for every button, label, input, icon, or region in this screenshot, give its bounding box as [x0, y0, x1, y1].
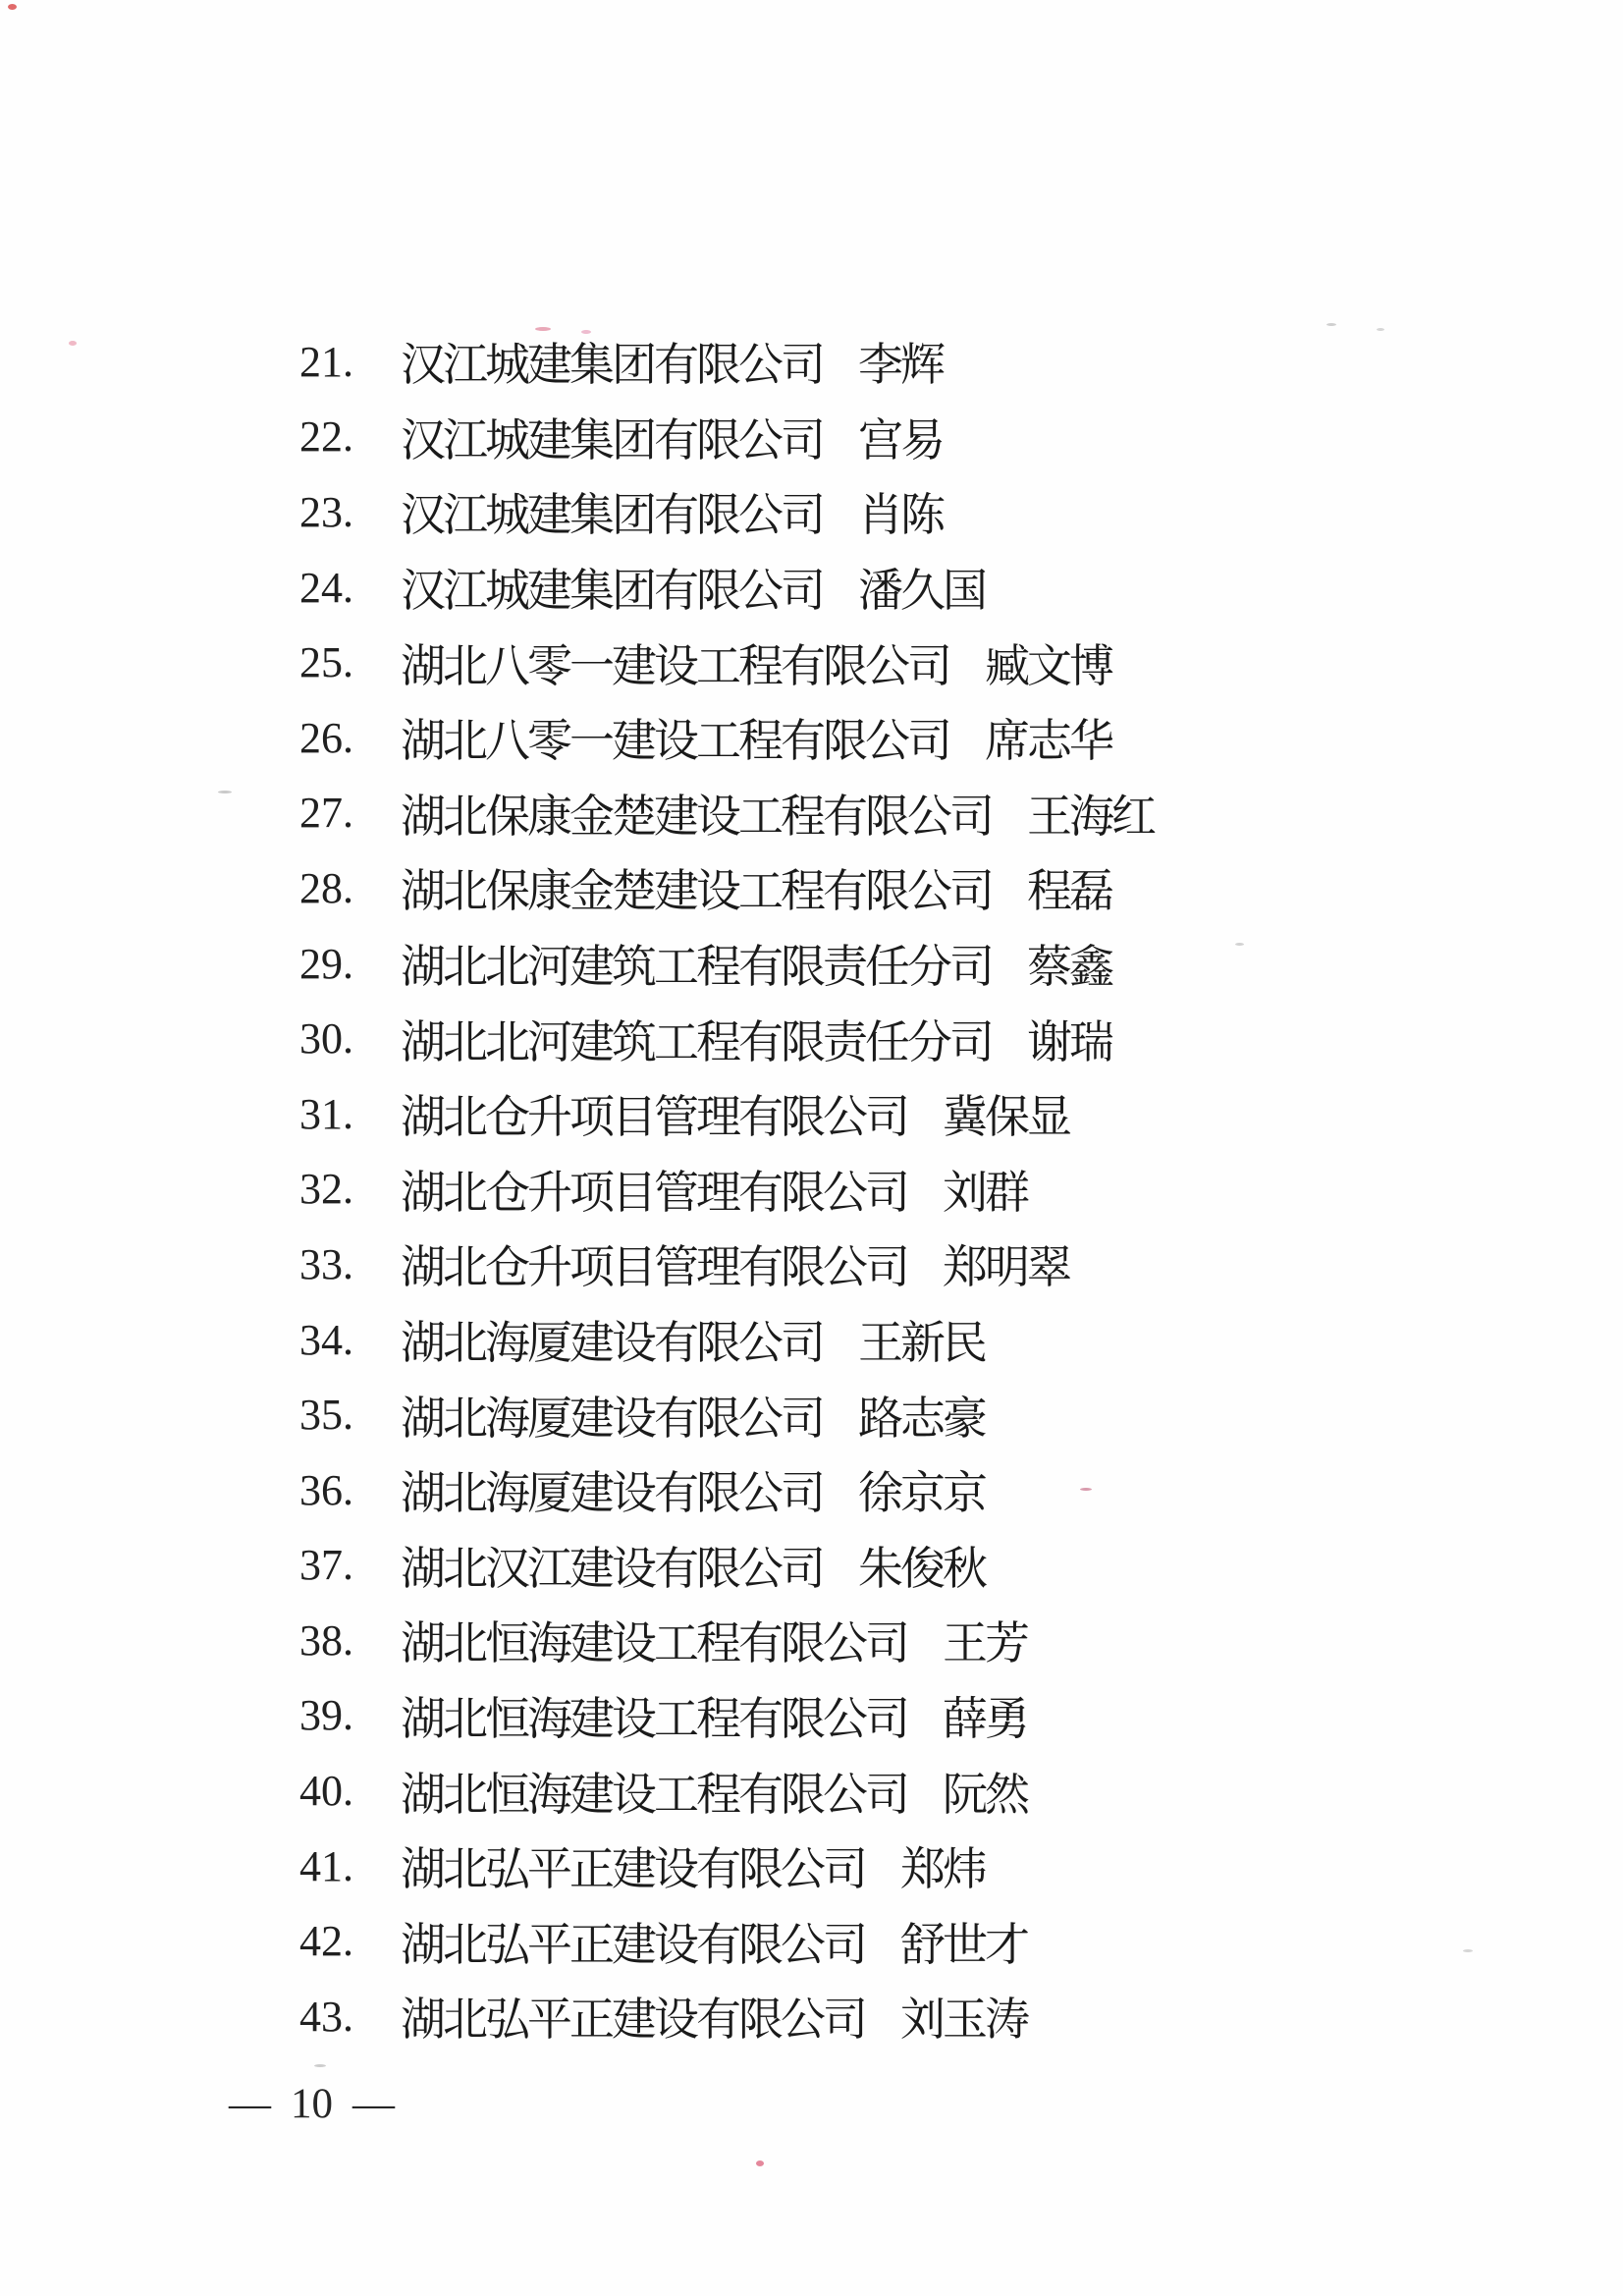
list-item [299, 1076, 1154, 1152]
person-name: 程磊 [1027, 866, 1111, 917]
company-name: 湖北弘平正建设有限公司 [401, 1844, 865, 1895]
list-item [299, 400, 1154, 475]
company-name: 汉江城建集团有限公司 [401, 340, 823, 391]
scan-speck [756, 2160, 764, 2166]
page-footer [229, 2080, 395, 2128]
company-name: 湖北海厦建设有限公司 [401, 1318, 823, 1369]
item-number: 32. [299, 1165, 353, 1214]
item-number: 39. [299, 1691, 353, 1740]
person-name: 王新民 [858, 1318, 985, 1369]
item-number: 31. [299, 1089, 353, 1138]
person-name: 薛勇 [943, 1693, 1027, 1744]
list-item [299, 1302, 1154, 1378]
company-name: 湖北保康金楚建设工程有限公司 [401, 791, 992, 842]
person-name: 朱俊秋 [858, 1543, 985, 1594]
company-name: 湖北北河建筑工程有限责任分司 [401, 942, 992, 993]
item-number: 37. [299, 1541, 353, 1590]
person-name: 路志豪 [858, 1393, 985, 1444]
page-number: 10 [291, 2081, 333, 2127]
item-number: 22. [299, 412, 353, 462]
list-item [299, 625, 1154, 700]
item-number: 38. [299, 1615, 353, 1665]
company-name: 湖北恒海建设工程有限公司 [401, 1693, 907, 1744]
item-number: 28. [299, 863, 353, 912]
company-name: 湖北弘平正建设有限公司 [401, 1995, 865, 2046]
person-name: 潘久国 [858, 566, 985, 617]
footer-dash-left: — [229, 2081, 271, 2127]
person-name: 徐京京 [858, 1468, 985, 1519]
company-name: 湖北海厦建设有限公司 [401, 1393, 823, 1444]
scan-speck [1463, 1949, 1473, 1952]
scan-speck [218, 791, 232, 793]
list-item [299, 1152, 1154, 1228]
list-item [299, 324, 1154, 400]
company-name: 汉江城建集团有限公司 [401, 490, 823, 541]
personnel-roster-list [299, 324, 1154, 2054]
item-number: 30. [299, 1014, 353, 1064]
item-number: 23. [299, 487, 353, 536]
person-name: 王海红 [1027, 791, 1154, 842]
company-name: 汉江城建集团有限公司 [401, 414, 823, 465]
scan-speck [1235, 943, 1244, 946]
company-name: 湖北仓升项目管理有限公司 [401, 1167, 907, 1218]
person-name: 席志华 [985, 716, 1111, 767]
company-name: 湖北保康金楚建设工程有限公司 [401, 866, 992, 917]
list-item [299, 1528, 1154, 1604]
item-number: 42. [299, 1917, 353, 1966]
person-name: 阮然 [943, 1769, 1027, 1820]
company-name: 湖北仓升项目管理有限公司 [401, 1242, 907, 1293]
list-item [299, 700, 1154, 776]
person-name: 冀保显 [943, 1092, 1069, 1143]
person-name: 宫易 [858, 414, 943, 465]
person-name: 谢瑞 [1027, 1016, 1111, 1067]
company-name: 汉江城建集团有限公司 [401, 566, 823, 617]
person-name: 刘群 [943, 1167, 1027, 1218]
company-name: 湖北恒海建设工程有限公司 [401, 1618, 907, 1669]
item-number: 27. [299, 789, 353, 838]
company-name: 湖北北河建筑工程有限责任分司 [401, 1016, 992, 1067]
item-number: 33. [299, 1239, 353, 1288]
item-number: 34. [299, 1315, 353, 1364]
scan-speck [69, 341, 77, 346]
scan-speck [1326, 323, 1336, 326]
company-name: 湖北仓升项目管理有限公司 [401, 1092, 907, 1143]
item-number: 25. [299, 638, 353, 687]
item-number: 43. [299, 1992, 353, 2041]
list-item [299, 1903, 1154, 1979]
list-item [299, 1001, 1154, 1076]
item-number: 26. [299, 713, 353, 762]
person-name: 郑明翠 [943, 1242, 1069, 1293]
person-name: 臧文博 [985, 640, 1111, 691]
person-name: 刘玉涛 [900, 1995, 1027, 2046]
person-name: 肖陈 [858, 490, 943, 541]
list-item [299, 1603, 1154, 1678]
company-name: 湖北汉江建设有限公司 [401, 1543, 823, 1594]
item-number: 21. [299, 337, 353, 386]
company-name: 湖北八零一建设工程有限公司 [401, 640, 949, 691]
item-number: 35. [299, 1391, 353, 1440]
list-item [299, 1227, 1154, 1302]
list-item [299, 850, 1154, 926]
company-name: 湖北八零一建设工程有限公司 [401, 716, 949, 767]
list-item [299, 474, 1154, 550]
scan-speck [1377, 328, 1384, 331]
person-name: 舒世才 [900, 1919, 1027, 1970]
scan-speck [8, 4, 17, 10]
company-name: 湖北弘平正建设有限公司 [401, 1919, 865, 1970]
person-name: 王芳 [943, 1618, 1027, 1669]
scan-speck [314, 2064, 326, 2067]
list-item [299, 550, 1154, 626]
item-number: 29. [299, 939, 353, 988]
list-item [299, 1979, 1154, 2054]
person-name: 郑炜 [900, 1844, 985, 1895]
person-name: 蔡鑫 [1027, 942, 1111, 993]
list-item [299, 1753, 1154, 1829]
list-item [299, 1377, 1154, 1452]
item-number: 41. [299, 1841, 353, 1890]
item-number: 40. [299, 1767, 353, 1816]
list-item [299, 1452, 1154, 1528]
list-item [299, 1829, 1154, 1904]
person-name: 李辉 [858, 340, 943, 391]
company-name: 湖北海厦建设有限公司 [401, 1468, 823, 1519]
list-item [299, 1678, 1154, 1754]
item-number: 36. [299, 1465, 353, 1514]
company-name: 湖北恒海建设工程有限公司 [401, 1769, 907, 1820]
list-item [299, 926, 1154, 1002]
list-item [299, 776, 1154, 851]
item-number: 24. [299, 563, 353, 612]
footer-dash-right: — [352, 2081, 395, 2127]
